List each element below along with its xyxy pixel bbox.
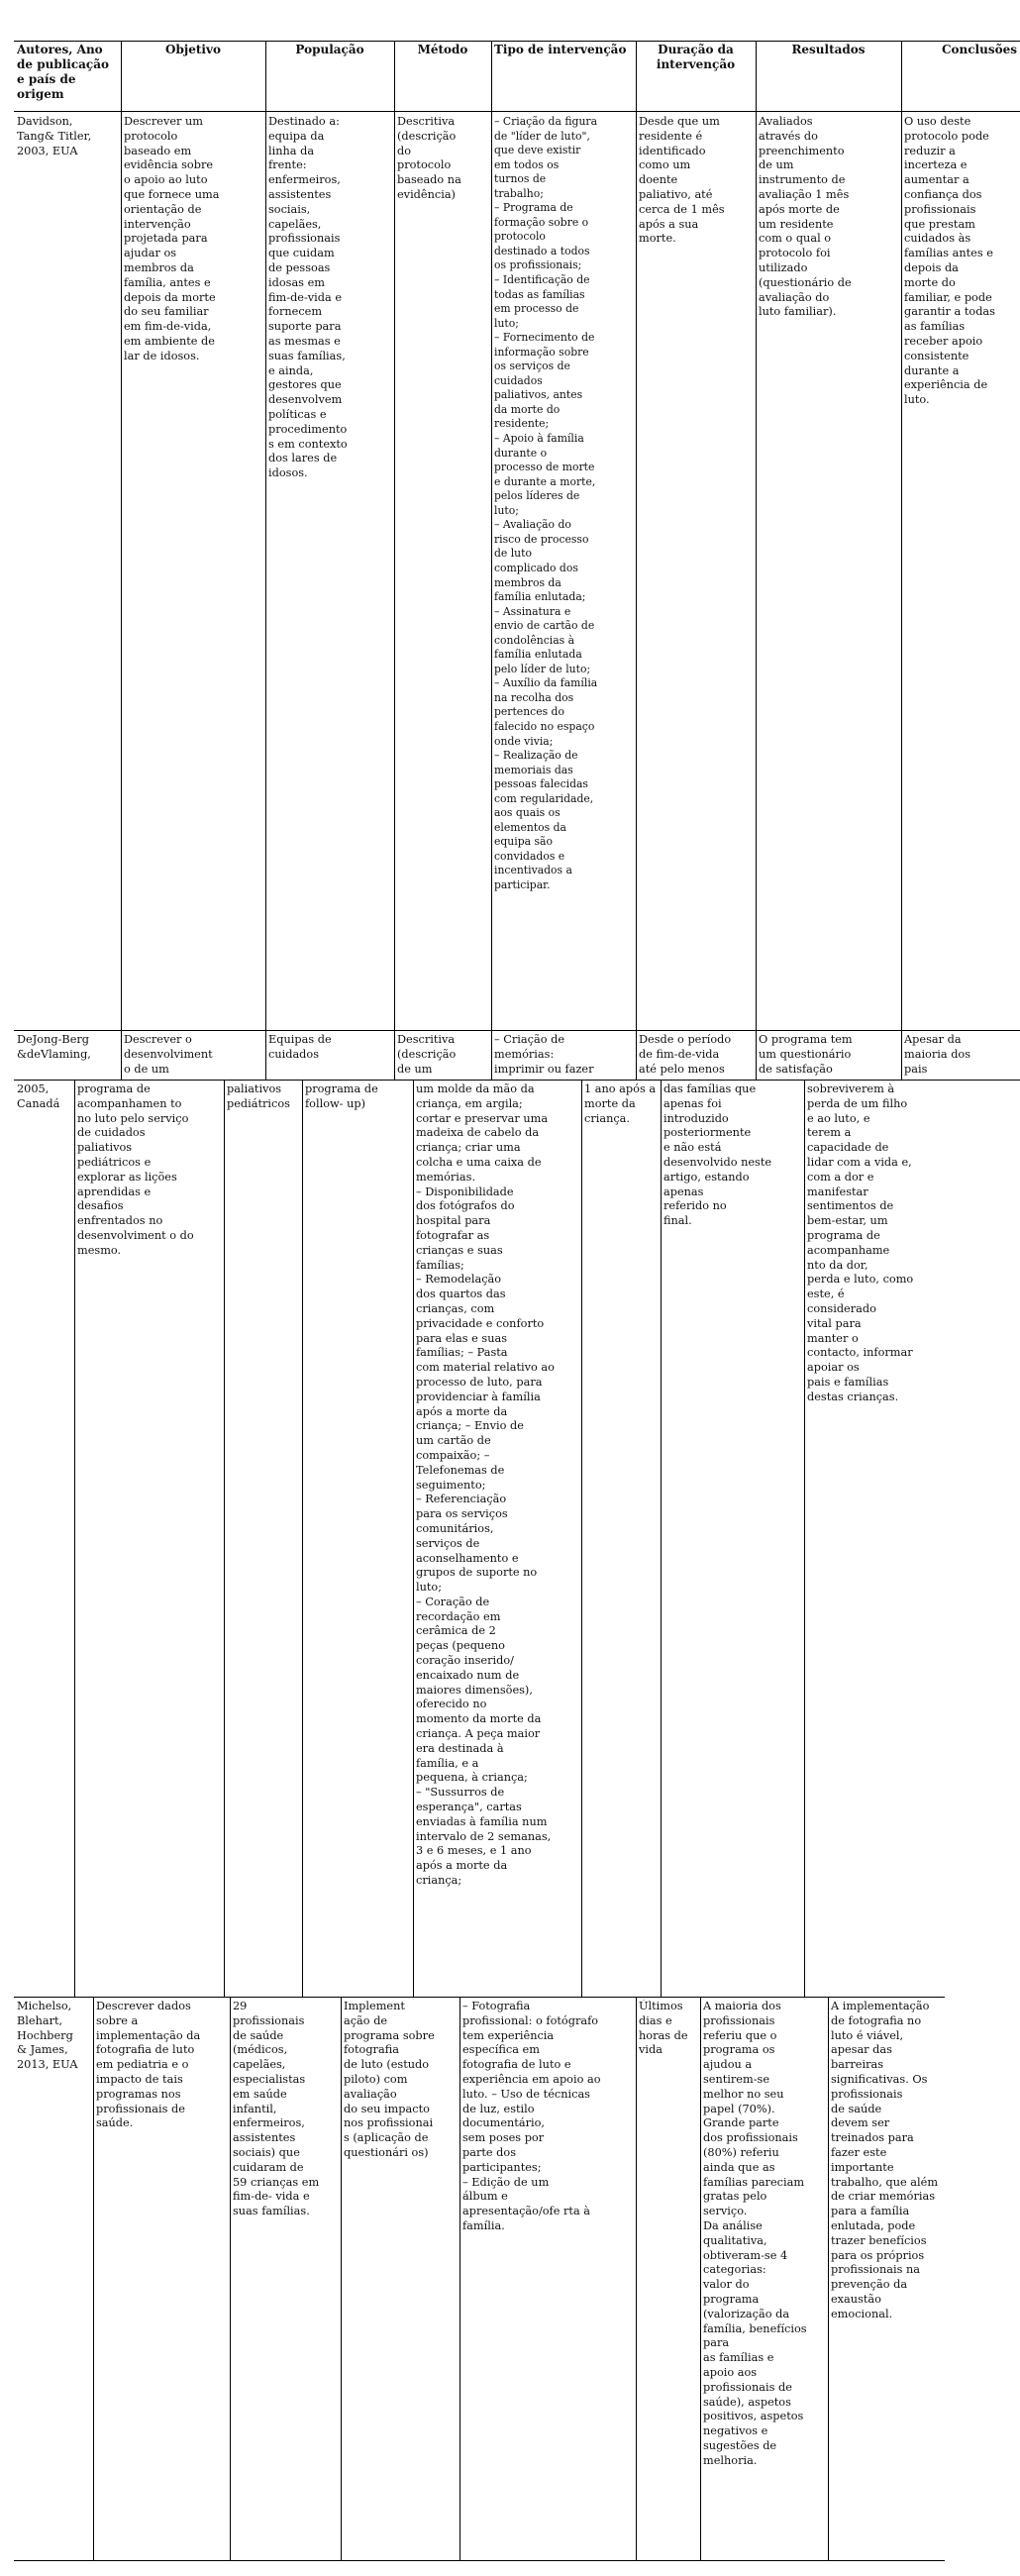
row2b-resultados: das famílias que apenas foi introduzido posteriormente e não está desenvolvido neste artigo, estando apenas referido no final.	[663, 1082, 772, 1228]
header-conclusoes: Conclusões	[941, 43, 1017, 56]
row2a-objetivo: Descrever o desenvolviment o de um	[124, 1033, 213, 1076]
row2a-resultados: O programa tem um questionário de satisfação	[759, 1033, 853, 1076]
row2a-tipo: – Criação de memórias: imprimir ou fazer	[494, 1033, 594, 1076]
row1-objetivo: Descrever um protocolo baseado em evidência sobre o apoio ao luto que fornece uma orientação de intervenção projetada para ajudar os membros da família, antes e depois da morte do seu familiar em fim-de-vida, em ambiente de lar de idosos.	[124, 115, 220, 362]
row1-autores: Davidson, Tang& Titler, 2003, EUA	[17, 115, 92, 157]
row2b-metodo: programa de follow- up)	[305, 1082, 378, 1110]
row1-tipo: – Criação da figura de "líder de luto", que deve existir em todos os turnos de trabalho; – Programa de formação sobre o protocolo destinado a todos os profissionais; – Identificação de todas as famílias em processo de luto; – Fornecimento de informação sobre os serviços de cuidados paliativos, antes da morte do residente; – Apoio à família durante o processo de morte e durante a morte, pelos líderes de luto; – Avaliação do risco de processo de luto complicado dos membros da família enlutada; – Assinatura e envio de cartão de condolências à família enlutada pelo líder de luto; – Auxílio da família na recolha dos pertences do falecido no espaço onde vivia; – Realização de memoriais das pessoas falecidas com regularidade, aos quais os elementos da equipa são convidados e incentivados a participar.	[494, 115, 598, 891]
row3-conclusoes: A implementação de fotografia no luto é viável, apesar das barreiras significativas. Os profissionais de saúde devem ser treinados para fazer este importante trabalho, que além de criar memórias para a família enlutada, pode trazer benefícios para os próprios profissionais na prevenção da exaustão emocional.	[831, 2000, 939, 2320]
header-populacao: População	[295, 43, 364, 56]
row2b-autores: 2005, Canadá	[17, 1082, 60, 1110]
row3-objetivo: Descrever dados sobre a implementação da fotografia de luto em pediatria e o impacto de tais programas nos profissionais de saúde.	[96, 2000, 201, 2130]
row1-metodo: Descritiva (descrição do protocolo baseado na evidência)	[397, 115, 461, 201]
row2a-populacao: Equipas de cuidados	[268, 1033, 332, 1061]
row2b-duracao: 1 ano após a morte da criança.	[584, 1082, 657, 1125]
row3-populacao: 29 profissionais de saúde (médicos, capelães, especialistas em saúde infantil, enfermeiros, assistentes sociais) que cuidaram de 59 crianças em fim-de- vida e suas famílias.	[233, 2000, 320, 2218]
row3-autores: Michelso, Blehart, Hochberg & James, 2013, EUA	[17, 2000, 78, 2072]
row2b-populacao: paliativos pediátricos	[227, 1082, 290, 1110]
header-resultados: Resultados	[791, 43, 866, 56]
row2a-conclusoes: Apesar da maioria dos pais	[904, 1033, 971, 1076]
header-objetivo: Objetivo	[165, 43, 221, 56]
row2b-tipo: um molde da mão da criança, em argila; cortar e preservar uma madeixa de cabelo da criança; criar uma colcha e uma caixa de memórias. – Disponibilidade dos fotógrafos do hospital para fotografar as crianças e suas famílias; – Remodelação dos quartos das crianças, com privacidade e conforto para elas e suas famílias; – Pasta com material relativo ao processo de luto, para providenciar à família após a morte da criança; – Envio de um cartão de compaixão; – Telefonemas de seguimento; – Referenciação para os serviços comunitários, serviços de aconselhamento e grupos de suporte no luto; – Coração de recordação em cerâmica de 2 peças (pequeno coração inserido/ encaixado num de maiores dimensões), oferecido no momento da morte da criança. A peça maior era destinada à família, e a pequena, à criança; – "Sussurros de esperança", cartas enviadas à família num intervalo de 2 semanas, 3 e 6 meses, e 1 ano após a morte da criança;	[416, 1082, 555, 1888]
row1-conclusoes: O uso deste protocolo pode reduzir a incerteza e aumentar a confiança dos profissionais que prestam cuidados às famílias antes e depois da morte do familiar, e pode garantir a todas as famílias receber apoio consistente durante a experiência de luto.	[904, 115, 995, 407]
row3-metodo: Implement ação de programa sobre fotografia de luto (estudo piloto) com avaliação do seu impacto nos profissionai s (aplicação de questionári os)	[344, 2000, 435, 2159]
rule-header-bottom	[14, 111, 1020, 112]
row2b-objetivo: programa de acompanhamen to no luto pelo serviço de cuidados paliativos pediátricos e explorar as lições aprendidas e desafios enfrentados no desenvolviment o do mesmo.	[77, 1082, 194, 1257]
row3-tipo: – Fotografia profissional: o fotógrafo tem experiência específica em fotografia de luto e experiência em apoio ao luto. – Uso de técnicas de luz, estilo documentário, sem poses por parte dos participantes; – Edição de um álbum e apresentação/ofe rta à família.	[462, 2000, 601, 2232]
row1-duracao: Desde que um residente é identificado como um doente paliativo, até cerca de 1 mês após a sua morte.	[639, 115, 725, 246]
row3-resultados: A maioria dos profissionais referiu que o programa os ajudou a sentirem-se melhor no seu papel (70%). Grande parte dos profissionais (80%) referiu ainda que as famílias pareciam gratas pelo serviço. Da análise qualitativa, obtiveram-se 4 categorias: valor do programa (valorização da família, benefícios para as famílias e apoio aos profissionais de saúde), aspetos positivos, aspetos negativos e sugestões de melhoria.	[703, 2000, 807, 2467]
row1-populacao: Destinado a: equipa da linha da frente: enfermeiros, assistentes sociais, capelães, profissionais que cuidam de pessoas idosas em fim-de-vida e fornecem suporte para as mesmas e suas famílias, e ainda, gestores que desenvolvem políticas e procedimento s em contexto dos lares de idosos.	[268, 115, 348, 480]
header-tipo: Tipo de intervenção	[494, 43, 627, 56]
row1-resultados: Avaliados através do preenchimento de um instrumento de avaliação 1 mês após morte de um residente com o qual o protocolo foi utilizado (questionário de avaliação do luto familiar).	[759, 115, 852, 319]
row2b-conclusoes: sobreviverem à perda de um filho e ao luto, e terem a capacidade de lidar com a vida e, com a dor e manifestar sentimentos de bem-estar, um programa de acompanhame nto da dor, perda e luto, como este, é considerado vital para manter o contacto, informar apoiar os pais e famílias destas crianças.	[807, 1082, 914, 1403]
header-autores: Autores, Ano de publicação e país de origem	[17, 43, 109, 101]
header-duracao: Duração da intervenção	[656, 43, 736, 71]
rule-row2-bottom	[14, 1997, 945, 1998]
row3-duracao: Últimos dias e horas de vida	[639, 2000, 688, 2057]
rule-table-bottom	[14, 2560, 945, 2561]
rule-pagebreak	[14, 1080, 1020, 1081]
row2a-autores: DeJong-Berg &deVlaming,	[17, 1033, 91, 1061]
rule-row1-bottom	[14, 1030, 1020, 1031]
row2a-duracao: Desde o período de fim-de-vida até pelo menos	[639, 1033, 732, 1076]
row2a-metodo: Descritiva (descrição de um	[397, 1033, 457, 1076]
header-metodo: Método	[417, 43, 468, 56]
rule-top	[14, 41, 1020, 42]
